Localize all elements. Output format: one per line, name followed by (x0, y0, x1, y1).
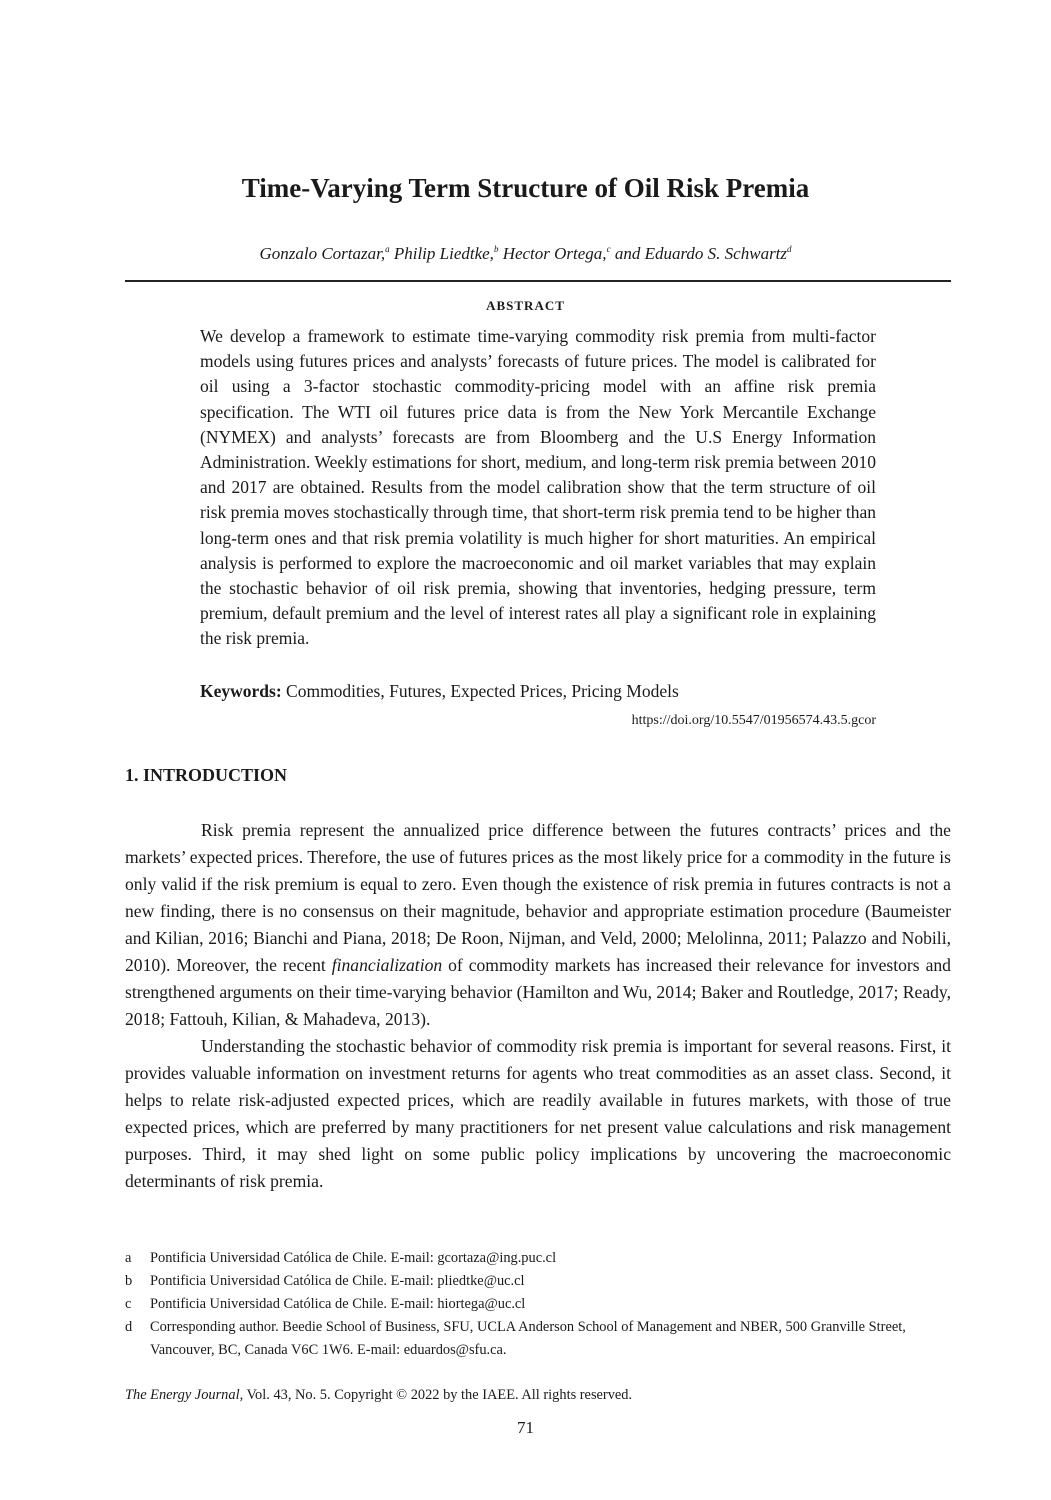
footnotes (125, 1247, 951, 1362)
abstract-heading: ABSTRACT (486, 298, 565, 313)
journal-name: The Energy Journal (125, 1387, 240, 1403)
emphasized-term: financialization (331, 955, 443, 975)
affiliation-mark: c (606, 244, 611, 254)
footnote-mark: d (125, 1319, 133, 1335)
paragraph-text: Risk premia represent the annualized price difference between the futures contracts’ prices and the markets’ expected prices. Therefore, the use of futures prices as the most likely price for a commodity in the future is only valid if the risk premium is equal to zero. Even though the existence of risk premia in futures contracts is not a new finding, there is no consensus on their magnitude, behavior and appropriate estimation procedure (Baumeister and Kilian, 2016; Bianchi and Piana, 2018; De Roon, Nijman, and Veld, 2000; Melolinna, 2011; Palazzo and Nobili, 2010). Moreover, the recent (125, 820, 951, 975)
author-name: Gonzalo Cortazar, (259, 244, 386, 263)
author-name: Philip Liedtke, (393, 244, 494, 263)
keywords (200, 681, 876, 702)
author-name: Hector Ortega, (502, 244, 607, 263)
abstract-text: We develop a framework to estimate time-varying commodity risk premia from multi-factor models using futures prices and analysts’ forecasts of future prices. The model is calibrated for oil using a 3-factor stochastic commodity-pricing model with an affine risk premia specification. The WTI oil futures price data is from the New York Mercantile Exchange (NYMEX) and analysts’ forecasts are from Bloomberg and the U.S Energy Information Administration. Weekly estimations for short, medium, and long-term risk premia between 2010 and 2017 are obtained. Results from the model calibration show that the term structure of oil risk premia moves stochastically through time, that short-term risk premia tend to be higher than long-term ones and that risk premia volatility is much higher for short maturities. An empirical analysis is performed to explore the macroeconomic and oil market variables that may explain the stochastic behavior of oil risk premia, showing that inventories, hedging pressure, term premium, default premium and the level of interest rates all play a significant role in explaining the risk premia. (200, 326, 877, 649)
journal-citation (125, 1387, 632, 1404)
paper-title: Time-Varying Term Structure of Oil Risk Premia (241, 173, 810, 203)
header-divider (125, 280, 951, 282)
footnote-text: Corresponding author. Beedie School of Business, SFU, UCLA Anderson School of Management and NBER, 500 Granville Street, Vancouver, BC, Canada V6C 1W6. E-mail: eduardos@sfu.ca. (150, 1319, 906, 1358)
paragraph-text: of commodity markets has increased their relevance for investors and strengthened arguments on their time-varying behavior (Hamilton and Wu, 2014; Baker and Routledge, 2017; Ready, 2018; Fattouh, Kilian, & Mahadeva, 2013). (125, 955, 951, 1029)
section-heading-introduction: 1. INTRODUCTION (125, 765, 288, 785)
affiliation-mark: a (385, 244, 390, 254)
keywords-text: Commodities, Futures, Expected Prices, Pricing Models (286, 681, 679, 701)
footnote-mark: a (125, 1250, 132, 1266)
footnote-text: Pontificia Universidad Católica de Chile. E-mail: hiortega@uc.cl (150, 1296, 526, 1312)
author-list (0, 244, 1051, 264)
footnote (125, 1270, 951, 1293)
footnote-text: Pontificia Universidad Católica de Chile. E-mail: pliedtke@uc.cl (150, 1273, 525, 1289)
body-paragraph (125, 817, 951, 1033)
footnote-mark: c (125, 1296, 132, 1312)
footnote-text: Pontificia Universidad Católica de Chile. E-mail: gcortaza@ing.puc.cl (150, 1250, 557, 1266)
page-number: 71 (517, 1418, 534, 1437)
affiliation-mark: d (787, 244, 792, 254)
footnote (125, 1293, 951, 1316)
footnote (125, 1316, 951, 1362)
keywords-label: Keywords: (200, 681, 282, 701)
journal-details: , Vol. 43, No. 5. Copyright © 2022 by the IAEE. All rights reserved. (239, 1387, 633, 1403)
affiliation-mark: b (493, 244, 499, 254)
footnote (125, 1247, 951, 1270)
doi-link[interactable]: https://doi.org/10.5547/01956574.43.5.gcor (631, 713, 876, 728)
footnote-mark: b (125, 1273, 133, 1289)
author-name: and Eduardo S. Schwartz (614, 244, 788, 263)
body-paragraph: Understanding the stochastic behavior of commodity risk premia is important for several reasons. First, it provides valuable information on investment returns for agents who treat commodities as an asset class. Second, it helps to relate risk-adjusted expected prices, which are readily available in futures markets, with those of true expected prices, which are preferred by many practitioners for net present value calculations and risk management purposes. Third, it may shed light on some public policy implications by uncovering the macroeconomic determinants of risk premia. (125, 1036, 951, 1191)
introduction-body (125, 817, 951, 1195)
